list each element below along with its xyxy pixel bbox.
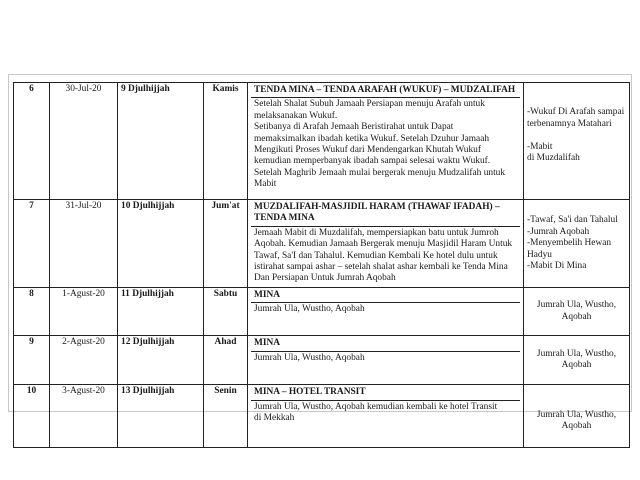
activity-title: MUZDALIFAH-MASJIDIL HARAM (THAWAF IFADAH) – TENDA MINA — [251, 201, 520, 227]
row-date: 3-Agust-20 — [50, 385, 118, 448]
row-number: 8 — [14, 287, 50, 336]
row-notes — [524, 287, 630, 336]
activity-title: MINA – HOTEL TRANSIT — [251, 386, 520, 400]
activity-title: MINA — [251, 337, 520, 351]
row-number: 6 — [14, 83, 50, 200]
row-day: Sabtu — [204, 287, 248, 336]
table-row — [14, 385, 630, 448]
notes-text: -Wukuf Di Arafah sampai terbenamnya Matahari -Mabit di Muzdalifah — [527, 107, 625, 164]
table-row — [14, 336, 630, 385]
row-notes — [524, 385, 630, 448]
activity-description: Jumrah Ula, Wustho, Aqobah — [254, 352, 365, 363]
row-hijri-date: 11 Djulhijjah — [118, 287, 204, 336]
row-date: 31-Jul-20 — [50, 200, 118, 288]
notes-text: -Tawaf, Sa'i dan Tahalul -Jumrah Aqobah -Menyembelih Hewan Hadyu -Mabit Di Mina — [527, 215, 618, 272]
row-activity — [248, 83, 524, 200]
row-number: 9 — [14, 336, 50, 385]
notes-text: Jumrah Ula, Wustho, Aqobah — [536, 300, 617, 322]
activity-title: MINA — [251, 289, 520, 303]
activity-title: TENDA MINA – TENDA ARAFAH (WUKUF) – MUDZALIFAH — [251, 84, 520, 98]
row-notes — [524, 83, 630, 200]
table-row — [14, 287, 630, 336]
row-activity — [248, 336, 524, 385]
row-notes — [524, 336, 630, 385]
row-day: Jum'at — [204, 200, 248, 288]
row-hijri-date: 13 Djulhijjah — [118, 385, 204, 448]
row-number: 10 — [14, 385, 50, 448]
row-activity — [248, 200, 524, 288]
notes-text: Jumrah Ula, Wustho, Aqobah — [536, 348, 617, 371]
row-day: Senin — [204, 385, 248, 448]
activity-description: Jumrah Ula, Wustho, Aqobah — [254, 304, 365, 315]
notes-text: Jumrah Ula, Wustho, Aqobah — [536, 409, 617, 431]
row-day: Kamis — [204, 83, 248, 200]
row-hijri-date: 10 Djulhijjah — [118, 200, 204, 288]
row-activity — [248, 385, 524, 448]
itinerary-table — [13, 82, 630, 448]
row-notes — [524, 200, 630, 288]
row-date: 30-Jul-20 — [50, 83, 118, 200]
row-date: 2-Agust-20 — [50, 336, 118, 385]
table-row — [14, 83, 630, 200]
table-row — [14, 200, 630, 288]
activity-description: Jemaah Mabit di Muzdalifah, mempersiapkan batu untuk Jumroh Aqobah. Kemudian Jamaah Bergerak menuju Masjidil Haram Untuk Tawaf, Sa'I dan Tahalul. Kemudian Kembali Ke hotel dulu untuk istirahat sampai ashar – setelah shalat ashar kembali ke Tenda Mina Dan Persiapan Untuk Jumrah Aqobah — [254, 227, 513, 284]
row-activity — [248, 287, 524, 336]
row-day: Ahad — [204, 336, 248, 385]
row-date: 1-Agust-20 — [50, 287, 118, 336]
row-number: 7 — [14, 200, 50, 288]
activity-description: Setelah Shalat Subuh Jamaah Persiapan menuju Arafah untuk melaksanakan Wukuf. Setibanya di Arafah Jemaah Beristirahat untuk Dapat memaksimalkan ibadah ketika Wukuf. Setelah Dzuhur Jamaah Mengikuti Proses Wukuf dari Mendengarkan Khutah Wukuf kemudian memperbanyak ibadah sampai selesai waktu Wukuf. Setelah Maghrib Jemaah mulai bergerak menuju Mudzalifah untuk Mabit — [254, 99, 506, 190]
activity-description: Jumrah Ula, Wustho, Aqobah kemudian kembali ke hotel Transit di Mekkah — [254, 401, 498, 423]
row-hijri-date: 12 Djulhijjah — [118, 336, 204, 385]
row-hijri-date: 9 Djulhijjah — [118, 83, 204, 200]
